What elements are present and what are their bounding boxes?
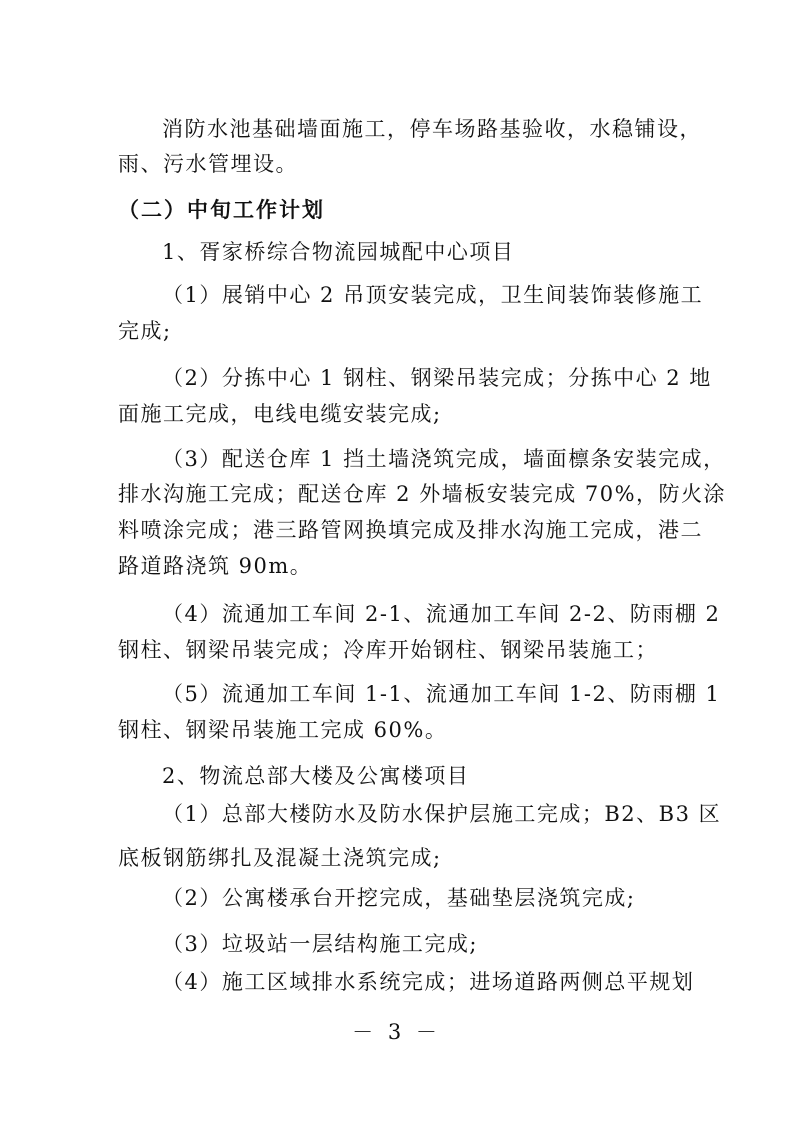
text-line: （3）垃圾站一层结构施工完成;	[162, 932, 478, 956]
text-line: （2）分拣中心 1 钢柱、钢梁吊装完成；分拣中心 2 地	[162, 366, 712, 390]
text-line: 钢柱、钢梁吊装完成；冷库开始钢柱、钢梁吊装施工；	[118, 638, 658, 662]
text-line: （5）流通加工车间 1-1、流通加工车间 1-2、防雨棚 1	[162, 682, 721, 706]
item-heading: 1、胥家桥综合物流园城配中心项目	[162, 240, 515, 264]
text-line: 消防水池基础墙面施工，停车场路基验收，水稳铺设，	[162, 117, 702, 141]
text-line: 排水沟施工完成；配送仓库 2 外墙板安装完成 70%，防火涂	[118, 482, 727, 506]
text-line: 底板钢筋绑扎及混凝土浇筑完成;	[118, 846, 442, 870]
text-line: （4）施工区域排水系统完成；进场道路两侧总平规划	[162, 970, 695, 994]
text-line: 雨、污水管埋设。	[118, 152, 298, 176]
section-heading: （二）中旬工作计划	[118, 197, 325, 222]
text-line: 完成;	[118, 319, 172, 343]
text-line: 路道路浇筑 90m。	[118, 554, 313, 578]
text-line: （1）总部大楼防水及防水保护层施工完成；B2、B3 区	[162, 802, 722, 826]
text-line: 料喷涂完成；港三路管网换填完成及排水沟施工完成，港二	[118, 518, 703, 542]
text-line: 钢柱、钢梁吊装施工完成 60%。	[118, 718, 448, 742]
text-line: （3）配送仓库 1 挡土墙浇筑完成，墙面檩条安装完成，	[162, 447, 726, 471]
page-number: － 3 －	[352, 1020, 441, 1044]
text-line: （1）展销中心 2 吊顶安装完成，卫生间装饰装修施工	[162, 283, 704, 307]
text-line: 面施工完成，电线电缆安装完成;	[118, 402, 442, 426]
text-line: （4）流通加工车间 2-1、流通加工车间 2-2、防雨棚 2	[162, 602, 721, 626]
text-line: （2）公寓楼承台开挖完成，基础垫层浇筑完成;	[162, 886, 636, 910]
item-heading: 2、物流总部大楼及公寓楼项目	[162, 764, 470, 788]
